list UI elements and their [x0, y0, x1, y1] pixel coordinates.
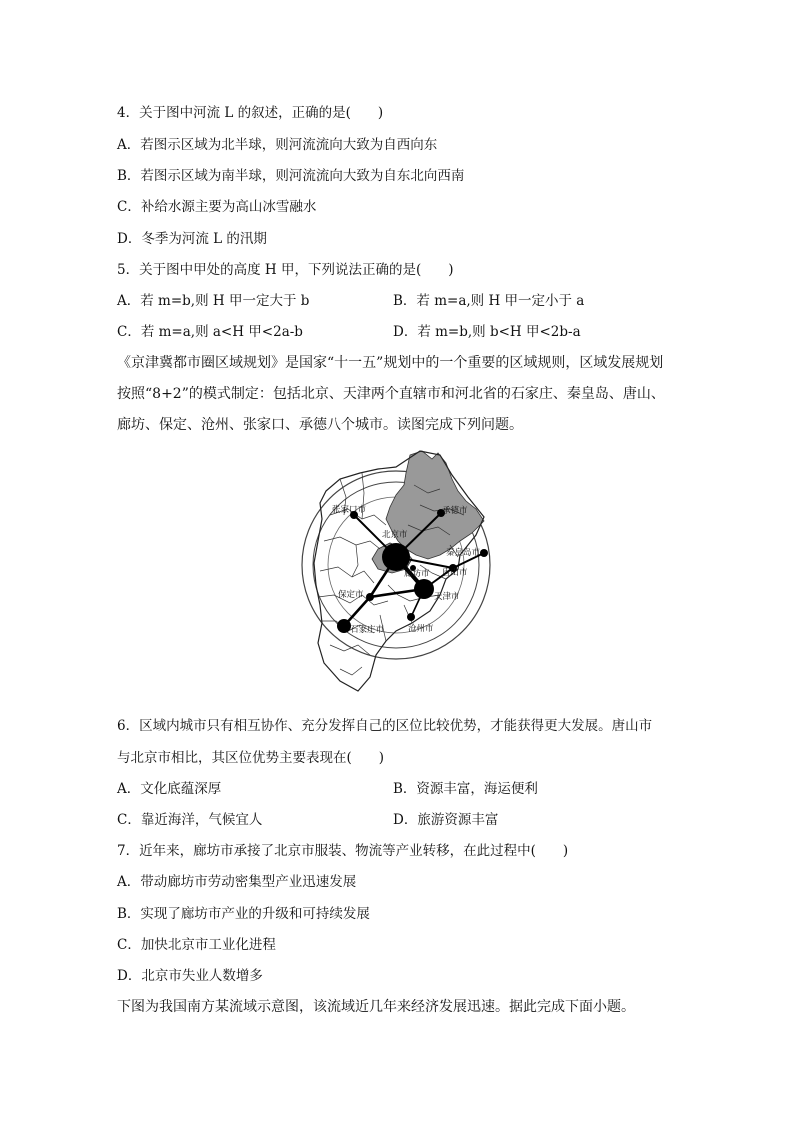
q4-stem: 4．关于图中河流 L 的叙述，正确的是( ) — [117, 105, 384, 121]
label-beijing: 北京市 — [382, 530, 408, 540]
q6-option-d: D．旅游资源丰富 — [393, 812, 499, 828]
label-qinhuangdao: 秦皇岛市 — [446, 548, 481, 558]
q4-option-b: B．若图示区域为南半球，则河流流向大致为自东北向西南 — [117, 168, 465, 184]
intro-next-section: 下图为我国南方某流域示意图，该流域近几年来经济发展迅速。据此完成下面小题。 — [117, 999, 635, 1015]
label-langfang: 廊坊市 — [404, 569, 430, 579]
city-qinhuangdao-marker — [480, 549, 488, 557]
city-baoding-marker — [366, 593, 374, 601]
city-tianjin-marker — [414, 579, 434, 599]
q4-option-c: C．补给水源主要为高山冰雪融水 — [117, 199, 317, 215]
intro-capital-line-1: 《京津冀都市圈区域规划》是国家“十一五”规划中的一个重要的区域规则，区域发展规划 — [117, 355, 664, 371]
label-tangshan: 唐山市 — [442, 568, 468, 578]
city-beijing-marker — [382, 543, 410, 571]
q6-stem-cont: 与北京市相比，其区位优势主要表现在( ) — [117, 750, 385, 766]
q5-option-a: A．若 m=b,则 H 甲一定大于 b — [117, 293, 310, 309]
q7-option-a: A．带动廊坊市劳动密集型产业迅速发展 — [117, 874, 357, 890]
q5-option-c: C．若 m=a,则 a<H 甲<2a-b — [117, 324, 303, 340]
q6-option-c: C．靠近海洋，气候宜人 — [117, 812, 263, 828]
q7-option-c: C．加快北京市工业化进程 — [117, 937, 276, 953]
q7-option-b: B．实现了廊坊市产业的升级和可持续发展 — [117, 906, 370, 922]
q6-stem: 6．区域内城市只有相互协作、充分发挥自己的区位比较优势，才能获得更大发展。唐山市 — [117, 718, 653, 734]
q4-option-a: A．若图示区域为北半球，则河流流向大致为自西向东 — [117, 137, 438, 153]
label-chengde: 承德市 — [442, 506, 468, 516]
q6-option-b: B．资源丰富，海运便利 — [393, 781, 538, 797]
q7-stem: 7．近年来，廊坊市承接了北京市服装、物流等产业转移，在此过程中( ) — [117, 843, 569, 859]
q5-option-d: D．若 m=b,则 b<H 甲<2b-a — [393, 324, 581, 340]
q5-stem: 5．关于图中甲处的高度 H 甲，下列说法正确的是( ) — [117, 262, 454, 278]
city-cangzhou-marker — [407, 613, 415, 621]
label-shijiazhuang: 石家庄市 — [350, 625, 385, 635]
q4-option-d: D．冬季为河流 L 的汛期 — [117, 231, 267, 247]
label-cangzhou: 沧州市 — [408, 624, 434, 634]
label-tianjin: 天津市 — [434, 592, 460, 602]
label-zhangjiakou: 张家口市 — [332, 505, 367, 515]
label-baoding: 保定市 — [338, 590, 364, 600]
intro-capital-line-3: 廊坊、保定、沧州、张家口、承德八个城市。读图完成下列问题。 — [117, 417, 523, 433]
q6-option-a: A．文化底蕴深厚 — [117, 781, 222, 797]
capital-region-map — [300, 445, 496, 703]
intro-capital-line-2: 按照“8+2”的模式制定：包括北京、天津两个直辖市和河北省的石家庄、秦皇岛、唐山、 — [117, 386, 665, 402]
q5-option-b: B．若 m=a,则 H 甲一定小于 a — [393, 293, 585, 309]
city-shijiazhuang-marker — [337, 619, 351, 633]
q7-option-d: D．北京市失业人数增多 — [117, 968, 263, 984]
